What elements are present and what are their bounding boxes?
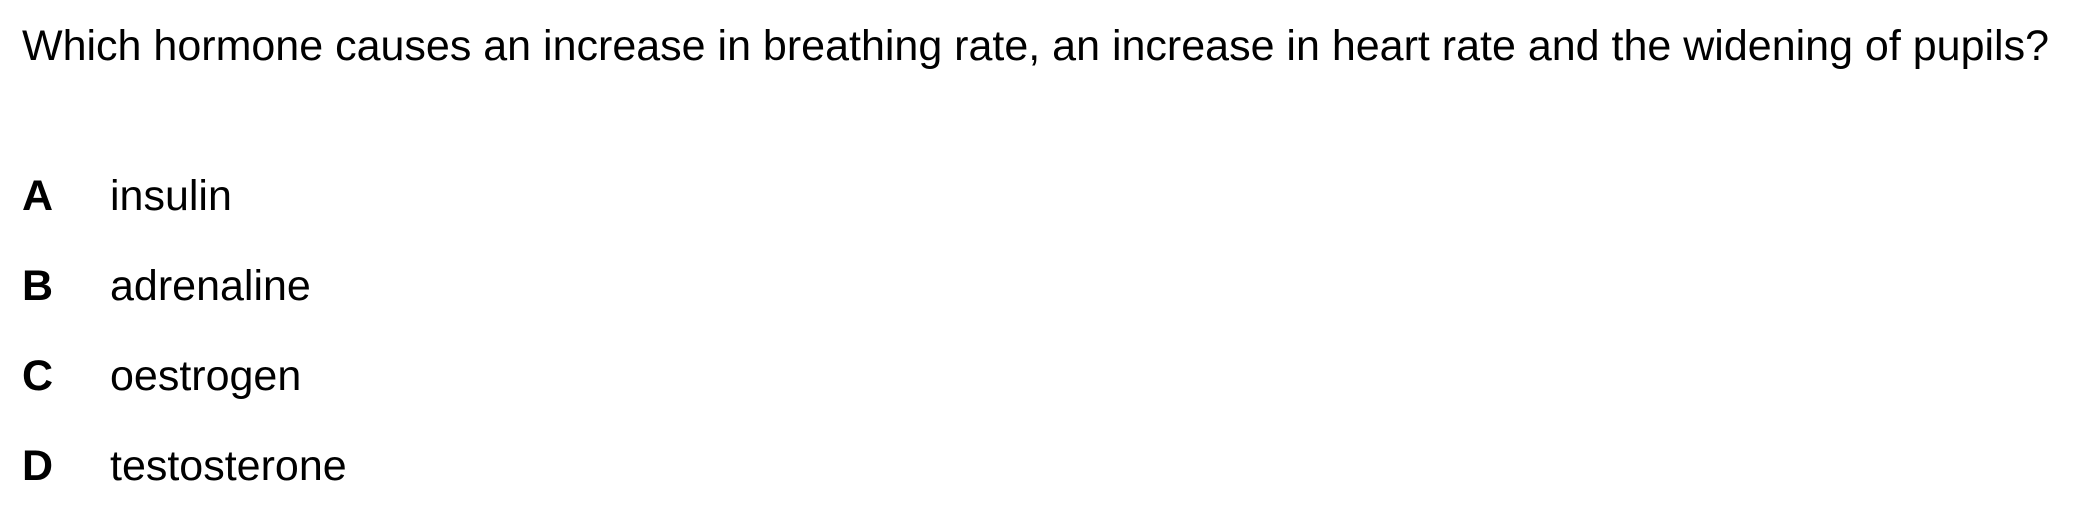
option-letter: B [22,262,54,310]
option-text: adrenaline [110,262,311,310]
answer-options-list [22,168,347,528]
option-c[interactable] [22,348,347,438]
option-text: testosterone [110,442,347,490]
option-text: oestrogen [110,352,302,400]
option-letter: A [22,172,54,220]
question-text: Which hormone causes an increase in breathing rate, an increase in heart rate and the widening of pupils? [22,22,2050,70]
option-letter: C [22,352,54,400]
option-b[interactable] [22,258,347,348]
option-text: insulin [110,172,232,220]
option-letter: D [22,442,54,490]
option-a[interactable] [22,168,347,258]
option-d[interactable] [22,438,347,528]
